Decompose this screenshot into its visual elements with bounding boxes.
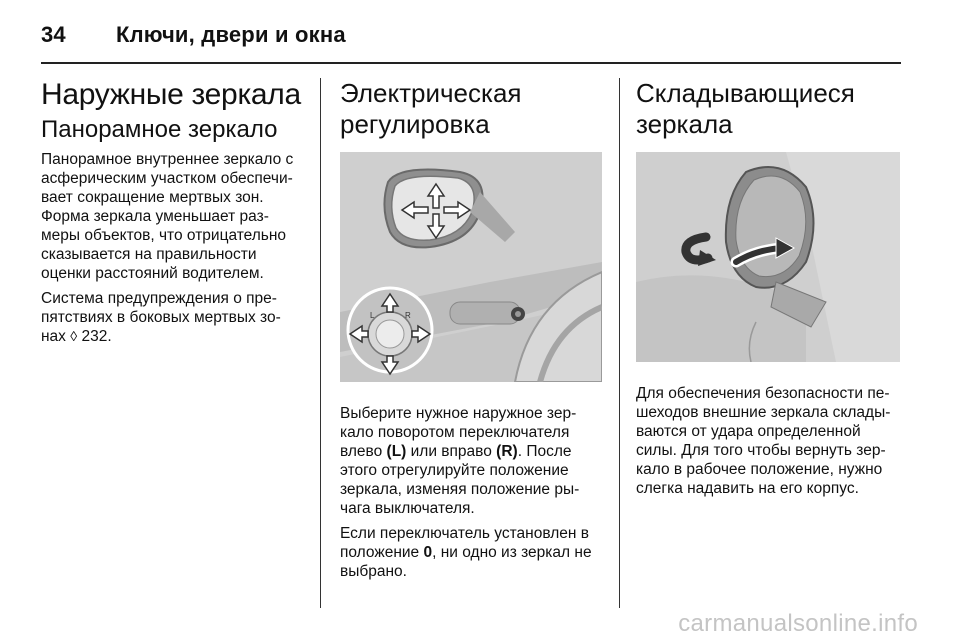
text-part: , ни одно из зеркал не выбрано. <box>340 544 592 580</box>
text-part: Выберите нужное наружное зер- кало поворотом переключателя влево <box>340 405 577 460</box>
folding-mirror-figure <box>636 152 900 362</box>
knob-label-R: R <box>405 311 411 320</box>
neutral-paragraph <box>340 524 602 581</box>
page-reference-link[interactable]: 232. <box>81 328 112 345</box>
triangle-arrow-icon: ◊ <box>70 328 78 344</box>
knob-label-L: L <box>370 311 375 320</box>
right-key: (R) <box>496 443 518 460</box>
column-electric-adjust <box>340 78 602 587</box>
header-rule <box>41 62 901 64</box>
column-mirrors <box>41 78 303 352</box>
page-number: 34 <box>41 22 66 47</box>
chapter-title: Ключи, двери и окна <box>116 22 346 47</box>
page-header <box>41 22 346 48</box>
section-heading: Наружные зеркала <box>41 78 301 111</box>
text-part: или вправо <box>406 443 497 460</box>
watermark: carmanualsonline.info <box>678 610 918 637</box>
section-heading: Электрическая регулировка <box>340 78 522 139</box>
text-part: Если переключатель установлен в положение <box>340 525 589 561</box>
warning-paragraph <box>41 289 303 346</box>
section-heading: Складывающиеся зеркала <box>636 78 855 139</box>
column-divider-2 <box>619 78 620 608</box>
select-mirror-paragraph <box>340 404 602 518</box>
zero-position: 0 <box>423 544 433 561</box>
mirror-control-figure <box>340 152 602 382</box>
panoramic-paragraph: Панорамное внутреннее зеркало с асферическим участком обеспечи- вает сокращение мертвых зон. Форма зеркала уменьшает раз- меры объектов, что отрицательно сказывается на правильности оценки расстояний водителем. <box>41 151 294 282</box>
column-divider-1 <box>320 78 321 608</box>
column-folding-mirrors <box>636 78 900 504</box>
folding-paragraph: Для обеспечения безопасности пе- шеходов внешние зеркала склады- ваются от удара определенной силы. Для того чтобы вернуть зер- кало в рабочее положение, нужно слегка надавить на его корпус. <box>636 385 891 497</box>
warning-text: Система предупреждения о пре- пятствиях в боковых мертвых зо- нах <box>41 290 281 345</box>
text-part: . После этого отрегулируйте положение зеркала, изменяя положение ры- чага выключателя. <box>340 443 580 517</box>
subsection-heading: Панорамное зеркало <box>41 116 278 143</box>
left-key: (L) <box>386 443 407 460</box>
